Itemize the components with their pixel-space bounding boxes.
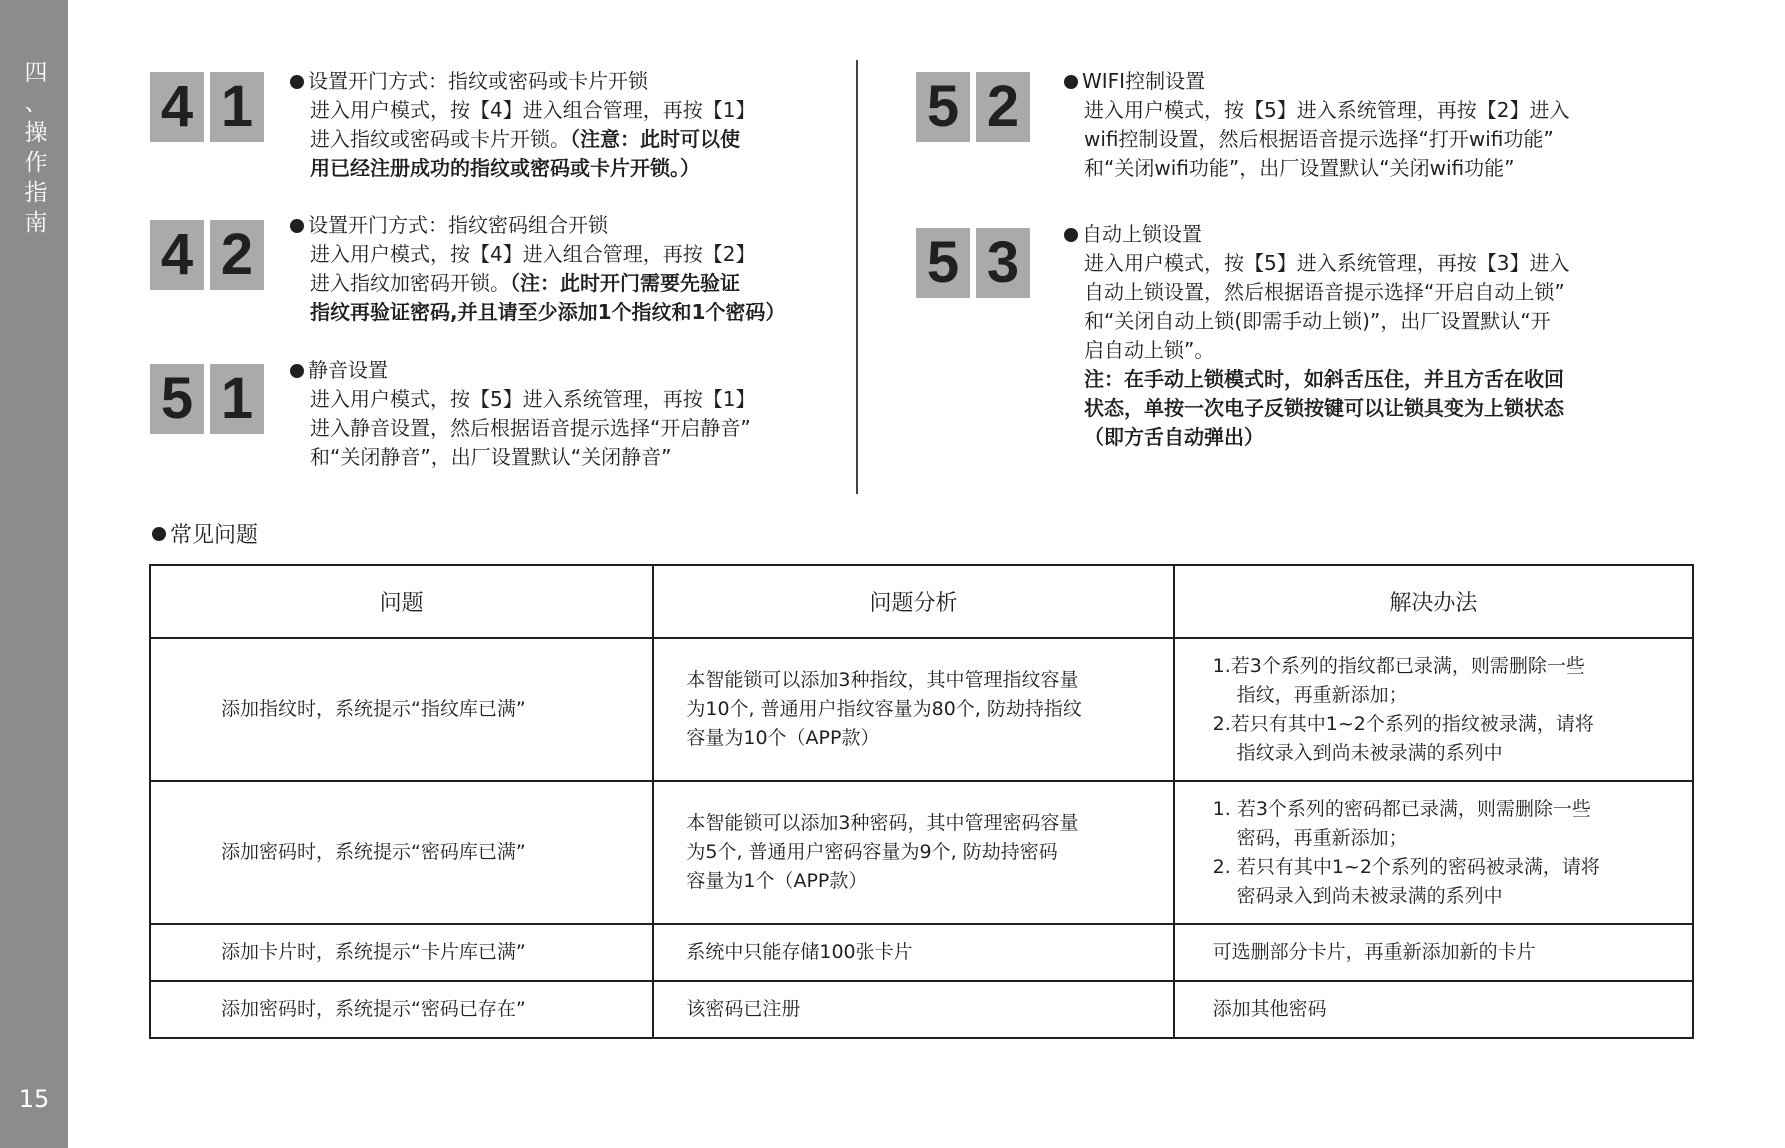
bullet-icon	[290, 364, 304, 378]
section-line: 进入指纹或密码或卡片开锁。	[310, 127, 570, 151]
section-53	[1064, 220, 1569, 452]
page-number: 15	[18, 1085, 50, 1113]
column-divider	[856, 60, 858, 494]
section-line: 和“关闭静音”，出厂设置默认“关闭静音”	[310, 445, 672, 469]
bullet-icon	[290, 219, 304, 233]
section-41	[290, 67, 755, 183]
side-bar	[0, 0, 68, 1148]
column-header: 问题	[150, 565, 653, 638]
section-number-51	[150, 364, 264, 434]
chapter-title: 四 、 操 作 指 南	[24, 60, 48, 236]
solution-cell: 1. 若3个系列的密码都已录满，则需删除一些 密码，再重新添加； 2. 若只有其中1~2个系列的密码被录满，请将 密码录入到尚未被录满的系列中	[1174, 781, 1693, 924]
bullet-icon	[152, 527, 166, 541]
section-number-52	[916, 72, 1030, 142]
section-line: 自动上锁设置，然后根据语音提示选择“开启自动上锁”	[1084, 280, 1565, 304]
analysis-cell: 该密码已注册	[653, 981, 1173, 1038]
section-number-53	[916, 228, 1030, 298]
column-header: 问题分析	[653, 565, 1173, 638]
solution-cell: 可选删部分卡片，再重新添加新的卡片	[1174, 924, 1693, 981]
section-heading: 静音设置	[308, 358, 388, 382]
analysis-cell: 本智能锁可以添加3种指纹，其中管理指纹容量 为10个, 普通用户指纹容量为80个, 防劫持指纹 容量为10个（APP款）	[653, 638, 1173, 781]
digit-box: 2	[210, 220, 264, 290]
section-note: 注：在手动上锁模式时，如斜舌压住，并且方舌在收回	[1084, 367, 1564, 391]
section-51	[290, 356, 755, 472]
faq-heading	[152, 518, 258, 549]
section-heading: 设置开门方式：指纹密码组合开锁	[308, 213, 608, 237]
section-note: 用已经注册成功的指纹或密码或卡片开锁。）	[310, 156, 700, 180]
table-row	[150, 638, 1693, 781]
section-number-42	[150, 220, 264, 290]
bullet-icon	[1064, 228, 1078, 242]
section-line: 进入用户模式，按【5】进入系统管理，再按【2】进入	[1084, 98, 1570, 122]
section-note: （注意：此时可以使	[570, 127, 740, 151]
question-cell: 添加密码时，系统提示“密码已存在”	[150, 981, 653, 1038]
section-line: 进入用户模式，按【5】进入系统管理，再按【1】	[310, 387, 756, 411]
digit-box: 5	[916, 72, 970, 142]
section-heading: 自动上锁设置	[1082, 222, 1202, 246]
digit-box: 3	[976, 228, 1030, 298]
section-42	[290, 211, 785, 327]
table-row	[150, 781, 1693, 924]
solution-cell: 添加其他密码	[1174, 981, 1693, 1038]
section-line: 进入静音设置，然后根据语音提示选择“开启静音”	[310, 416, 751, 440]
section-note: （注：此时开门需要先验证	[510, 271, 740, 295]
bullet-icon	[290, 75, 304, 89]
faq-table	[149, 564, 1694, 1039]
section-line: 和“关闭wifi功能”，出厂设置默认“关闭wifi功能”	[1084, 156, 1515, 180]
solution-cell: 1.若3个系列的指纹都已录满，则需删除一些 指纹，再重新添加； 2.若只有其中1~2个系列的指纹被录满，请将 指纹录入到尚未被录满的系列中	[1174, 638, 1693, 781]
section-52	[1064, 67, 1569, 183]
section-heading: 设置开门方式：指纹或密码或卡片开锁	[308, 69, 648, 93]
section-line: wifi控制设置，然后根据语音提示选择“打开wifi功能”	[1084, 127, 1554, 151]
faq-title: 常见问题	[170, 523, 259, 548]
digit-box: 1	[210, 364, 264, 434]
section-heading: WIFI控制设置	[1082, 69, 1206, 93]
question-cell: 添加密码时，系统提示“密码库已满”	[150, 781, 653, 924]
analysis-cell: 本智能锁可以添加3种密码，其中管理密码容量 为5个, 普通用户密码容量为9个, 防劫持密码 容量为1个（APP款）	[653, 781, 1173, 924]
question-cell: 添加卡片时，系统提示“卡片库已满”	[150, 924, 653, 981]
digit-box: 2	[976, 72, 1030, 142]
section-note: （即方舌自动弹出）	[1084, 425, 1264, 449]
section-note: 状态，单按一次电子反锁按键可以让锁具变为上锁状态	[1084, 396, 1564, 420]
digit-box: 5	[916, 228, 970, 298]
digit-box: 1	[210, 72, 264, 142]
section-line: 和“关闭自动上锁(即需手动上锁)”，出厂设置默认“开	[1084, 309, 1551, 333]
section-line: 进入用户模式，按【4】进入组合管理，再按【2】	[310, 242, 756, 266]
digit-box: 4	[150, 72, 204, 142]
section-number-41	[150, 72, 264, 142]
section-line: 启自动上锁”。	[1084, 338, 1215, 362]
digit-box: 4	[150, 220, 204, 290]
section-line: 进入指纹加密码开锁。	[310, 271, 510, 295]
digit-box: 5	[150, 364, 204, 434]
question-cell: 添加指纹时，系统提示“指纹库已满”	[150, 638, 653, 781]
section-line: 进入用户模式，按【4】进入组合管理，再按【1】	[310, 98, 756, 122]
section-line: 进入用户模式，按【5】进入系统管理，再按【3】进入	[1084, 251, 1570, 275]
bullet-icon	[1064, 75, 1078, 89]
section-note: 指纹再验证密码,并且请至少添加1个指纹和1个密码）	[310, 300, 786, 324]
table-header-row	[150, 565, 1693, 638]
column-header: 解决办法	[1174, 565, 1693, 638]
table-row	[150, 981, 1693, 1038]
analysis-cell: 系统中只能存储100张卡片	[653, 924, 1173, 981]
table-row	[150, 924, 1693, 981]
